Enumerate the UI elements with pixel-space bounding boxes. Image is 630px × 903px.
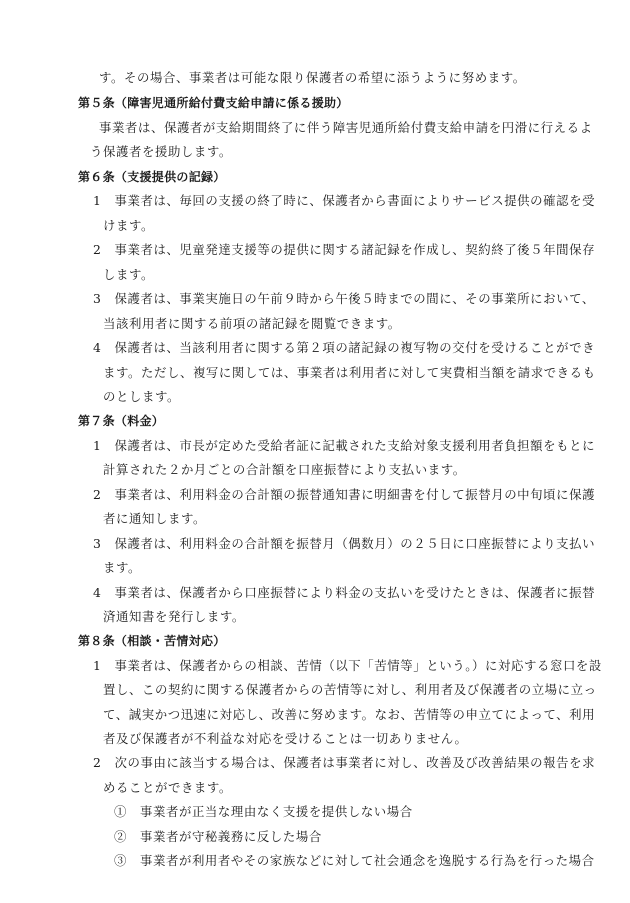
body-text-line: のとします。 [103, 389, 180, 404]
body-text-line: 者及び保護者が不利益な対応を受けることは一切ありません。 [103, 731, 468, 746]
body-text-line: て、誠実かつ迅速に対応し、改善に努めます。なお、苦情等の申立てによって、利用 [103, 707, 596, 722]
body-text-line: 3 保護者は、事業実施日の午前９時から午後５時までの間に、その事業所において、 [93, 291, 595, 306]
body-text-line: 1 保護者は、市長が定めた受給者証に記載された支給対象支援利用者負担額をもとに [93, 438, 596, 453]
body-text-line: 1 事業者は、保護者からの相談、苦情（以下「苦情等」という。）に対応する窓口を設 [93, 658, 602, 673]
body-text-line: ます。 [103, 560, 141, 575]
body-text-line: 2 次の事由に該当する場合は、保護者は事業者に対し、改善及び改善結果の報告を求 [93, 755, 596, 770]
article-heading: 第５条（障害児通所給付費支給申請に係る援助） [78, 96, 349, 110]
body-text-line: 計算された２か月ごとの合計額を口座振替により支払います。 [103, 462, 466, 477]
body-text-line: します。 [103, 267, 154, 282]
body-text-line: ③ 事業者が利用者やその家族などに対して社会通念を逸脱する行為を行った場合 [114, 853, 595, 868]
article-heading: 第８条（相談・苦情対応） [78, 634, 226, 648]
body-text-line: 4 保護者は、当該利用者に関する第２項の諸記録の複写物の交付を受けることができ [93, 340, 596, 355]
body-text-line: す。その場合、事業者は可能な限り保護者の希望に添うように努めます。 [99, 70, 526, 85]
body-text-line: う保護者を援助します。 [90, 144, 232, 159]
body-text-line: 置し、この契約に関する保護者からの苦情等に対し、利用者及び保護者の立場に立っ [103, 682, 597, 697]
body-text-line: けます。 [103, 218, 154, 233]
body-text-line: 4 事業者は、保護者から口座振替により料金の支払いを受けたときは、保護者に振替 [93, 585, 596, 600]
body-text-line: 1 事業者は、毎回の支援の終了時に、保護者から書面によりサービス提供の確認を受 [93, 193, 596, 208]
body-text-line: 当該利用者に関する前項の諸記録を閲覧できます。 [103, 316, 401, 331]
body-text-line: めることができます。 [103, 780, 232, 795]
body-text-line: 者に通知します。 [103, 511, 206, 526]
body-text-line: 3 保護者は、利用料金の合計額を振替月（偶数月）の２５日に口座振替により支払い [93, 536, 596, 551]
body-text-line: ます。ただし、複写に関しては、事業者は利用者に対して実費相当額を請求できるも [103, 365, 596, 380]
body-text-line: ① 事業者が正当な理由なく支援を提供しない場合 [114, 804, 413, 819]
body-text-line: ② 事業者が守秘義務に反した場合 [114, 829, 322, 844]
article-heading: 第６条（支援提供の記録） [78, 170, 226, 184]
article-heading: 第７条（料金） [78, 414, 165, 428]
body-text-line: 2 事業者は、児童発達支援等の提供に関する諸記録を作成し、契約終了後５年間保存 [93, 242, 596, 257]
body-text-line: 2 事業者は、利用料金の合計額の振替通知書に明細書を付して振替月の中旬頃に保護 [93, 487, 596, 502]
body-text-line: 済通知書を発行します。 [103, 609, 245, 624]
body-text-line: 事業者は、保護者が支給期間終了に伴う障害児通所給付費支給申請を円滑に行えるよ [99, 120, 593, 135]
